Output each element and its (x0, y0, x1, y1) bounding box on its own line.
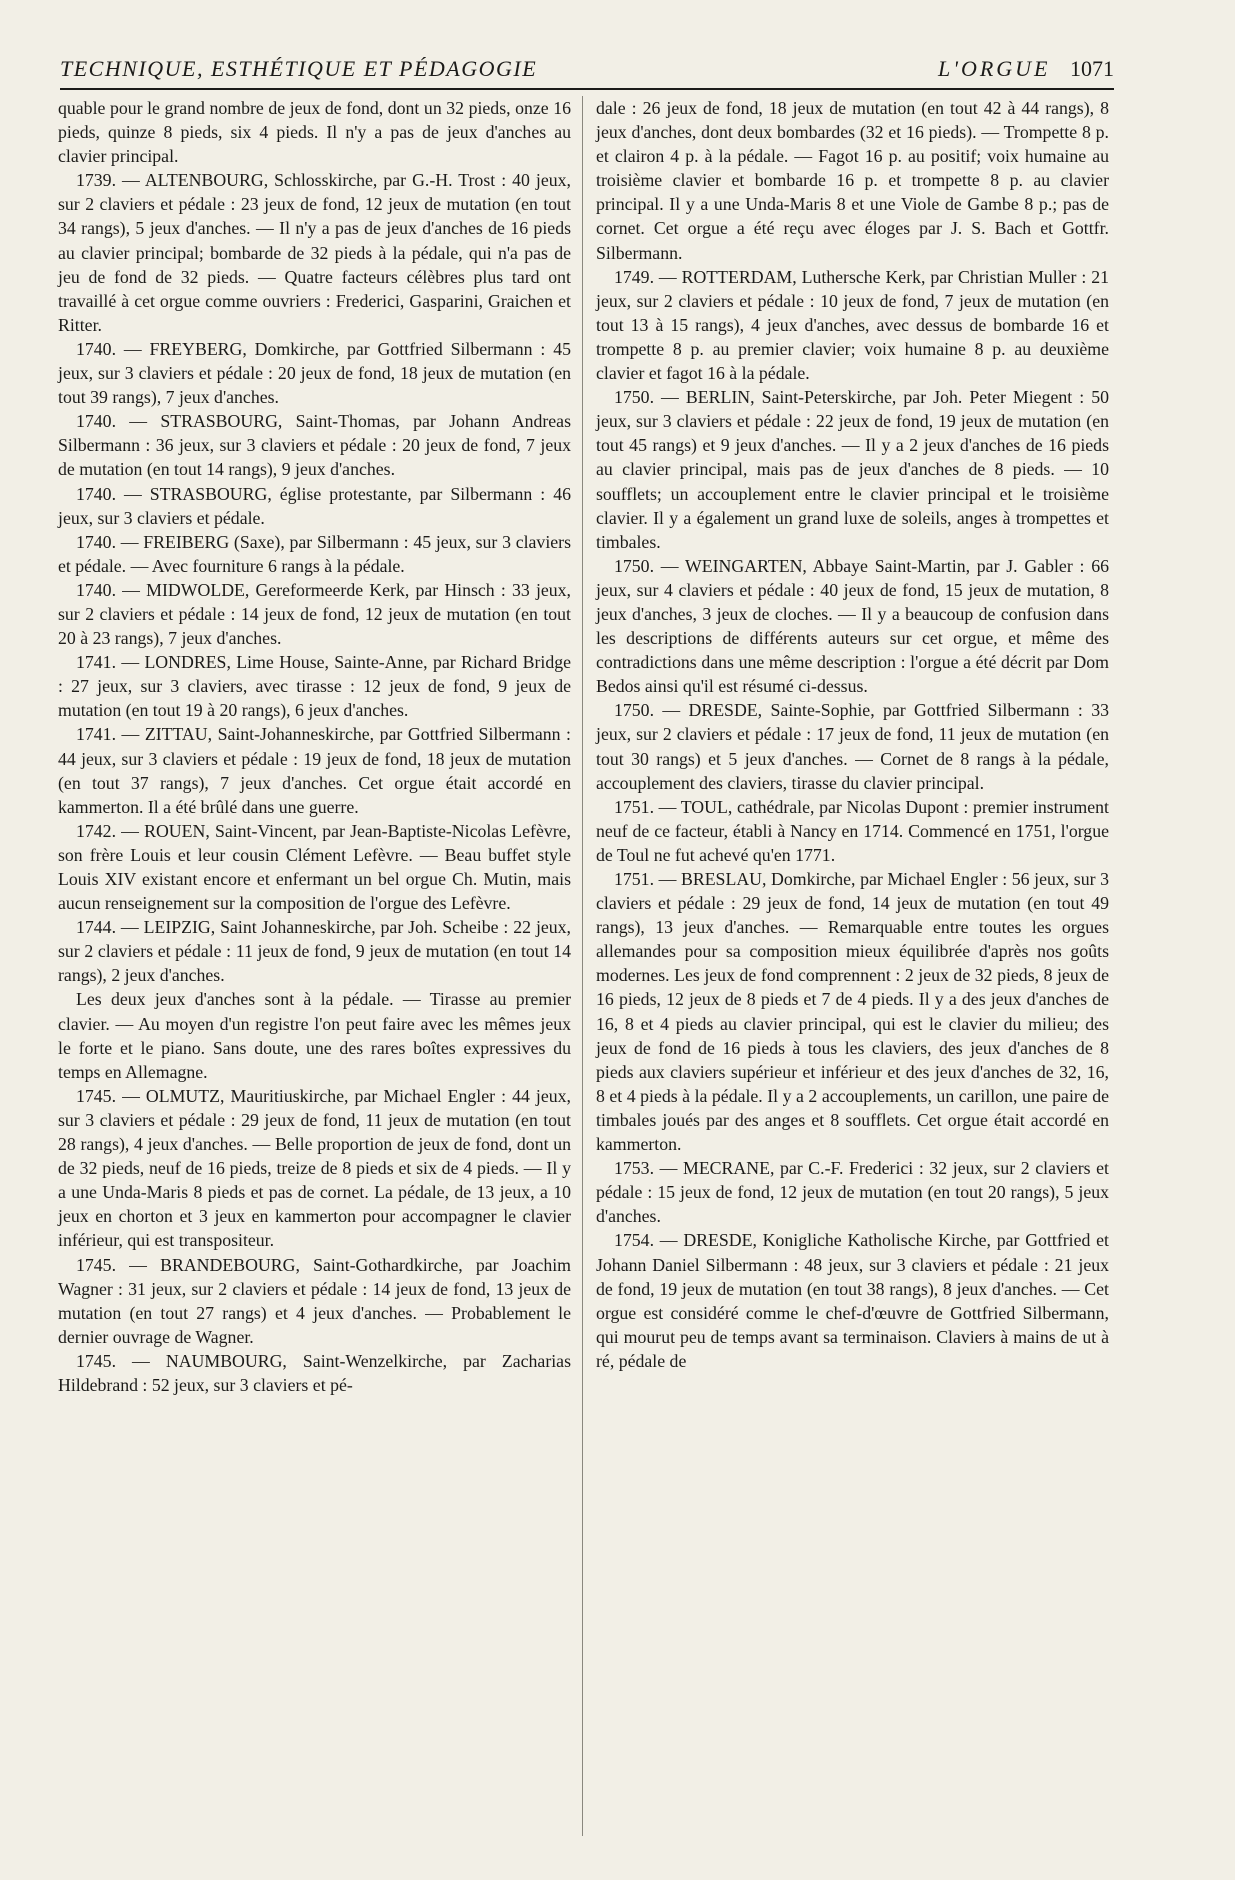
running-header (60, 56, 1114, 82)
entry-mecrane: 1753. — MECRANE, par C.-F. Frederici : 32 jeux, sur 2 claviers et pédale : 15 jeux de fond, 12 jeux de mutation (en tout 20 rangs), 5 jeux d'anches. (596, 1158, 1109, 1227)
entry-dresde-konigliche: 1754. — DRESDE, Konigliche Katholische Kirche, par Gottfried et Johann Daniel Silbermann : 48 jeux, sur 3 claviers et pédale : 21 jeux de fond, 19 jeux de mutation (en tout 38 rangs), 8 jeux d'anches. — Cet orgue est considéré comme le chef-d'œuvre de Gottfried Silbermann, qui mourut peu de temps avant sa terminaison. Claviers à mains de ut à ré, pédale de (596, 1230, 1109, 1371)
entry-naumbourg: 1745. — NAUMBOURG, Saint-Wenzelkirche, par Zacharias Hildebrand : 52 jeux, sur 3 claviers et pé- (58, 1350, 571, 1395)
right-column (596, 96, 1109, 1373)
entry-strasbourg-protestante: 1740. — STRASBOURG, église protestante, par Silbermann : 46 jeux, sur 3 claviers et pédale. (58, 483, 571, 528)
entry-midwolde: 1740. — MIDWOLDE, Gereformeerde Kerk, par Hinsch : 33 jeux, sur 2 claviers et pédale : 14 jeux de fond, 12 jeux de mutation (en tout 20 à 23 rangs), 7 jeux d'anches. (58, 579, 571, 649)
header-journal-title: L'ORGUE (938, 56, 1051, 81)
paragraph: Les deux jeux d'anches sont à la pédale. — Tirasse au premier clavier. — Au moyen d'un registre l'on peut faire avec les mêmes jeux le forte et le piano. Sans doute, une des rares boîtes expressives du temps en Allemagne. (58, 989, 571, 1082)
entry-londres: 1741. — LONDRES, Lime House, Sainte-Anne, par Richard Bridge : 27 jeux, sur 3 claviers, avec tirasse : 12 jeux de fond, 9 jeux de mutation (en tout 19 à 20 rangs), 6 jeux d'anches. (58, 652, 571, 721)
entry-freyberg: 1740. — FREYBERG, Domkirche, par Gottfried Silbermann : 45 jeux, sur 3 claviers et pédale : 20 jeux de fond, 18 jeux de mutation (en tout 39 rangs), 7 jeux d'anches. (58, 338, 571, 408)
paragraph: quable pour le grand nombre de jeux de fond, dont un 32 pieds, onze 16 pieds, quinze 8 pieds, six 4 pieds. Il n'y a pas de jeux d'anches au clavier principal. (58, 98, 571, 167)
entry-strasbourg-saint-thomas: 1740. — STRASBOURG, Saint-Thomas, par Johann Andreas Silbermann : 36 jeux, sur 3 claviers et pédale : 20 jeux de fond, 7 jeux de mutation (en tout 14 rangs), 9 jeux d'anches. (58, 411, 571, 480)
column-divider (582, 96, 583, 1836)
entry-zittau: 1741. — ZITTAU, Saint-Johanneskirche, par Gottfried Silbermann : 44 jeux, sur 3 claviers et pédale : 19 jeux de fond, 18 jeux de mutation (en tout 37 rangs), 7 jeux d'anches. Cet orgue était accordé en kammerton. Il a été brûlé dans une guerre. (58, 724, 571, 817)
entry-weingarten: 1750. — WEINGARTEN, Abbaye Saint-Martin, par J. Gabler : 66 jeux, sur 4 claviers et pédale : 40 jeux de fond, 15 jeux de mutation, 8 jeux d'anches, 3 jeux de cloches. — Il y a beaucoup de confusion dans les descriptions de différents auteurs sur cet orgue, et même des contradictions dans une même description : l'orgue a été décrit par Dom Bedos ainsi qu'il est résumé ci-dessus. (596, 555, 1109, 697)
entry-toul: 1751. — TOUL, cathédrale, par Nicolas Dupont : premier instrument neuf de ce facteur, établi à Nancy en 1714. Commencé en 1751, l'orgue de Toul ne fut achevé qu'en 1771. (596, 796, 1109, 865)
entry-rouen: 1742. — ROUEN, Saint-Vincent, par Jean-Baptiste-Nicolas Lefèvre, son frère Louis et leur cousin Clément Lefèvre. — Beau buffet style Louis XIV existant encore et enfermant un bel orgue Ch. Mutin, mais aucun renseignement sur la composition de l'orgue des Lefèvre. (58, 820, 571, 914)
entry-altenbourg: 1739. — ALTENBOURG, Schlosskirche, par G.-H. Trost : 40 jeux, sur 2 claviers et pédale : 23 jeux de fond, 12 jeux de mutation (en tout 34 rangs), 5 jeux d'anches. — Il n'y a pas de jeux d'anches de 16 pieds au clavier principal; bombarde de 32 pieds à la pédale, qui n'a pas de jeu de fond de 32 pieds. — Quatre facteurs célèbres plus tard ont travaillé à cet orgue comme ouvriers : Frederici, Gasparini, Graichen et Ritter. (58, 170, 571, 335)
header-rule (60, 88, 1114, 90)
entry-brandebourg: 1745. — BRANDEBOURG, Saint-Gothardkirche, par Joachim Wagner : 31 jeux, sur 2 claviers et pédale : 14 jeux de fond, 13 jeux de mutation (en tout 27 rangs) et 4 jeux d'anches. — Probablement le dernier ouvrage de Wagner. (58, 1254, 571, 1347)
entry-rotterdam: 1749. — ROTTERDAM, Luthersche Kerk, par Christian Muller : 21 jeux, sur 2 claviers et pédale : 10 jeux de fond, 7 jeux de mutation (en tout 13 à 15 rangs), 4 jeux d'anches, avec dessus de bombarde 16 et trompette 8 p. au premier clavier; voix humaine 8 p. au deuxième clavier et fagot 16 à la pédale. (596, 266, 1109, 384)
entry-freiberg: 1740. — FREIBERG (Saxe), par Silbermann : 45 jeux, sur 3 claviers et pédale. — Avec fourniture 6 rangs à la pédale. (58, 531, 571, 576)
page-number: 1071 (1070, 56, 1114, 81)
entry-dresde-sainte-sophie: 1750. — DRESDE, Sainte-Sophie, par Gottfried Silbermann : 33 jeux, sur 2 claviers et pédale : 17 jeux de fond, 11 jeux de mutation (en tout 30 rangs) et 5 jeux d'anches. — Cornet de 8 rangs à la pédale, accouplement des claviers, tirasse du clavier principal. (596, 700, 1109, 793)
left-column (58, 96, 571, 1397)
entry-berlin: 1750. — BERLIN, Saint-Peterskirche, par Joh. Peter Miegent : 50 jeux, sur 3 claviers et pédale : 22 jeux de fond, 19 jeux de mutation (en tout 45 rangs) et 9 jeux d'anches. — Il y a 2 jeux d'anches de 16 pieds au clavier principal, mais pas de jeux d'anches de 8 pieds. — 10 soufflets; un accouplement entre le clavier principal et le troisième clavier. Il y a également un grand luxe de soleils, anges à trompettes et timbales. (596, 387, 1109, 552)
entry-olmutz: 1745. — OLMUTZ, Mauritiuskirche, par Michael Engler : 44 jeux, sur 3 claviers et pédale : 29 jeux de fond, 11 jeux de mutation (en tout 28 rangs), 4 jeux d'anches. — Belle proportion de jeux de fond, dont un de 32 pieds, neuf de 16 pieds, treize de 8 pieds et six de 4 pieds. — Il y a une Unda-Maris 8 pieds et pas de cornet. La pédale, de 13 jeux, a 10 jeux en chorton et 3 jeux en kammerton pour accompagner le clavier inférieur, qui est transpositeur. (58, 1085, 571, 1251)
header-section-title: TECHNIQUE, ESTHÉTIQUE ET PÉDAGOGIE (60, 56, 538, 81)
header-right (938, 56, 1114, 82)
paragraph: dale : 26 jeux de fond, 18 jeux de mutation (en tout 42 à 44 rangs), 8 jeux d'anches, dont deux bombardes (32 et 16 pieds). — Trompette 8 p. et clairon 4 p. à la pédale. — Fagot 16 p. au positif; voix humaine au troisième clavier et bombarde 16 p. et trompette 8 p. au clavier principal. Il y a une Unda-Maris 8 et une Viole de Gambe 8 p.; pas de cornet. Cet orgue a été reçu avec éloges par J. S. Bach et Gottfr. Silbermann. (596, 98, 1109, 263)
entry-breslau: 1751. — BRESLAU, Domkirche, par Michael Engler : 56 jeux, sur 3 claviers et pédale : 29 jeux de fond, 14 jeux de mutation (en tout 49 rangs), 13 jeux d'anches. — Remarquable entre toutes les orgues allemandes pour sa composition mieux équilibrée d'après nos goûts modernes. Les jeux de fond comprennent : 2 jeux de 32 pieds, 8 jeux de 16 pieds, 12 jeux de 8 pieds et 7 de 4 pieds. Il y a des jeux d'anches de 16, 8 et 4 pieds au clavier principal, qui est le clavier du milieu; des jeux de fond de 16 pieds à tous les claviers, des jeux d'anches de 8 pieds aux claviers supérieur et inférieur et des jeux d'anches de 32, 16, 8 et 4 pieds à la pédale. Il y a 2 accouplements, un carillon, une paire de timbales joués par des anges et 8 soufflets. Cet orgue était accordé en kammerton. (596, 869, 1109, 1155)
entry-leipzig: 1744. — LEIPZIG, Saint Johanneskirche, par Joh. Scheibe : 22 jeux, sur 2 claviers et pédale : 11 jeux de fond, 9 jeux de mutation (en tout 14 rangs), 2 jeux d'anches. (58, 917, 571, 986)
